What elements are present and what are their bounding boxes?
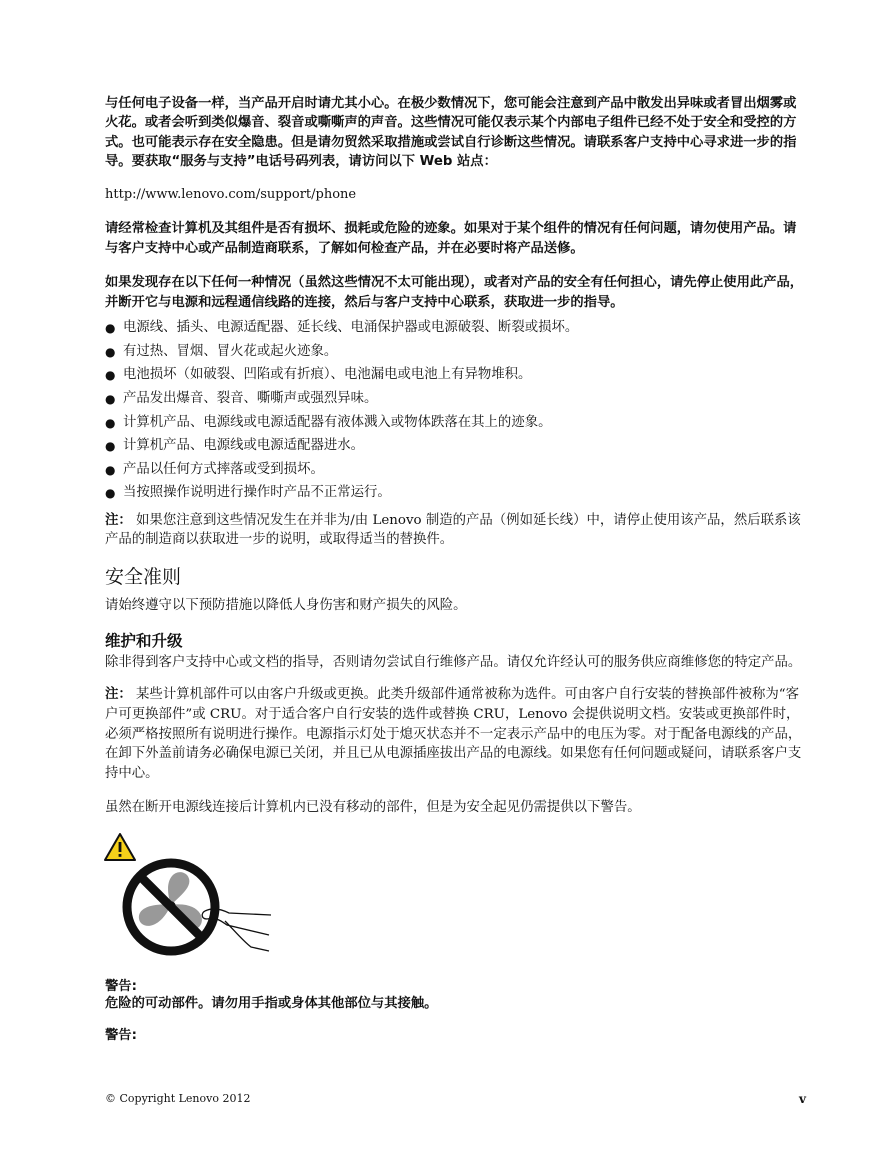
list-item: ● 电源线、插头、电源适配器、延长线、电涌保护器或电源破裂、断裂或损坏。 bbox=[105, 318, 805, 342]
warnings-block bbox=[105, 978, 805, 1044]
list-item: ● 计算机产品、电源线或电源适配器进水。 bbox=[105, 436, 805, 460]
hazard-list bbox=[105, 318, 805, 507]
intro-paragraph: 与任何电子设备一样，当产品开启时请尤其小心。在极少数情况下，您可能会注意到产品中散发出异味或者冒出烟雾或火花。或者会听到类似爆音、裂音或嘶嘶声的声音。这些情况可能仅表示某个内部电子组件已经不处于安全和受控的方式。也可能表示存在安全隐患。但是请勿贸然采取措施或尝试自行诊断这些情况。请联系客户支持中心寻求进一步的指导。要获取“服务与支持”电话号码列表，请访问以下 Web 站点： bbox=[105, 96, 797, 169]
warning-label: 警告: bbox=[105, 979, 137, 994]
page-body bbox=[105, 94, 805, 818]
support-url: http://www.lenovo.com/support/phone bbox=[105, 187, 357, 203]
bullet-icon: ● bbox=[105, 368, 116, 383]
list-item: ● 产品发出爆音、裂音、嘶嘶声或强烈异味。 bbox=[105, 389, 805, 413]
maintenance-text: 除非得到客户支持中心或文档的指导，否则请勿尝试自行维修产品。请仅允许经认可的服务供应商维修您的特定产品。 bbox=[105, 654, 802, 670]
inspect-paragraph: 请经常检查计算机及其组件是否有损坏、损耗或危险的迹象。如果对于某个组件的情况有任何问题，请勿使用产品。请与客户支持中心或产品制造商联系，了解如何检查产品，并在必要时将产品送修。 bbox=[105, 221, 797, 256]
bullet-icon: ● bbox=[105, 439, 116, 454]
moving-fan-hazard-icon bbox=[121, 855, 271, 969]
note-text: 如果您注意到这些情况发生在并非为/由 Lenovo 制造的产品（例如延长线）中，请停止使用该产品，然后联系该产品的制造商以获取进一步的说明，或取得适当的替换件。 bbox=[105, 512, 801, 548]
note-text: 某些计算机部件可以由客户升级或更换。此类升级部件通常被称为选件。可由客户自行安装的替换部件被称为“客户可更换部件”或 CRU。对于适合客户自行安装的选件或替换 CRU，Lenovo 会提供说明文档。安装或更换部件时，必须严格按照所有说明进行操作。电源指示灯处于熄灭状态并不一定表示产品中的电压为零。对于配备电源线的产品，在卸下外盖前请务必确保电源已关闭，并且已从电源插座拔出产品的电源线。如果您有任何问题或疑问，请联系客户支持中心。 bbox=[105, 687, 802, 781]
note-cru bbox=[105, 685, 805, 783]
bullet-icon: ● bbox=[105, 321, 116, 336]
list-item: ● 电池损坏（如破裂、凹陷或有折痕）、电池漏电或电池上有异物堆积。 bbox=[105, 365, 805, 389]
bullet-icon: ● bbox=[105, 391, 116, 406]
bullet-icon: ● bbox=[105, 462, 116, 477]
list-item: ● 当按照操作说明进行操作时产品不正常运行。 bbox=[105, 483, 805, 507]
list-item: ● 产品以任何方式摔落或受到损坏。 bbox=[105, 460, 805, 484]
list-item: ● 有过热、冒烟、冒火花或起火迹象。 bbox=[105, 342, 805, 366]
safety-text: 请始终遵守以下预防措施以降低人身伤害和财产损失的风险。 bbox=[105, 597, 467, 613]
warning-text: 危险的可动部件。请勿用手指或身体其他部位与其接触。 bbox=[105, 996, 438, 1011]
section-heading-maintenance: 维护和升级 bbox=[105, 631, 183, 650]
stop-use-paragraph: 如果发现存在以下任何一种情况（虽然这些情况不太可能出现），或者对产品的安全有任何担心，请先停止使用此产品，并断开它与电源和远程通信线路的连接，然后与客户支持中心联系，获取进一步的指导。 bbox=[105, 275, 804, 310]
page-number: v bbox=[799, 1092, 806, 1106]
moving-parts-text: 虽然在断开电源线连接后计算机内已没有移动的部件，但是为安全起见仍需提供以下警告。 bbox=[105, 800, 641, 816]
note-third-party bbox=[105, 511, 805, 550]
note-label: 注： bbox=[105, 687, 132, 703]
warning-label: 警告: bbox=[105, 1028, 137, 1043]
bullet-icon: ● bbox=[105, 486, 116, 501]
bullet-icon: ● bbox=[105, 344, 116, 359]
note-label: 注： bbox=[105, 512, 132, 528]
list-item: ● 计算机产品、电源线或电源适配器有液体溅入或物体跌落在其上的迹象。 bbox=[105, 413, 805, 437]
section-heading-safety: 安全准则 bbox=[105, 565, 182, 588]
copyright-footer: © Copyright Lenovo 2012 bbox=[105, 1092, 251, 1105]
bullet-icon: ● bbox=[105, 415, 116, 430]
